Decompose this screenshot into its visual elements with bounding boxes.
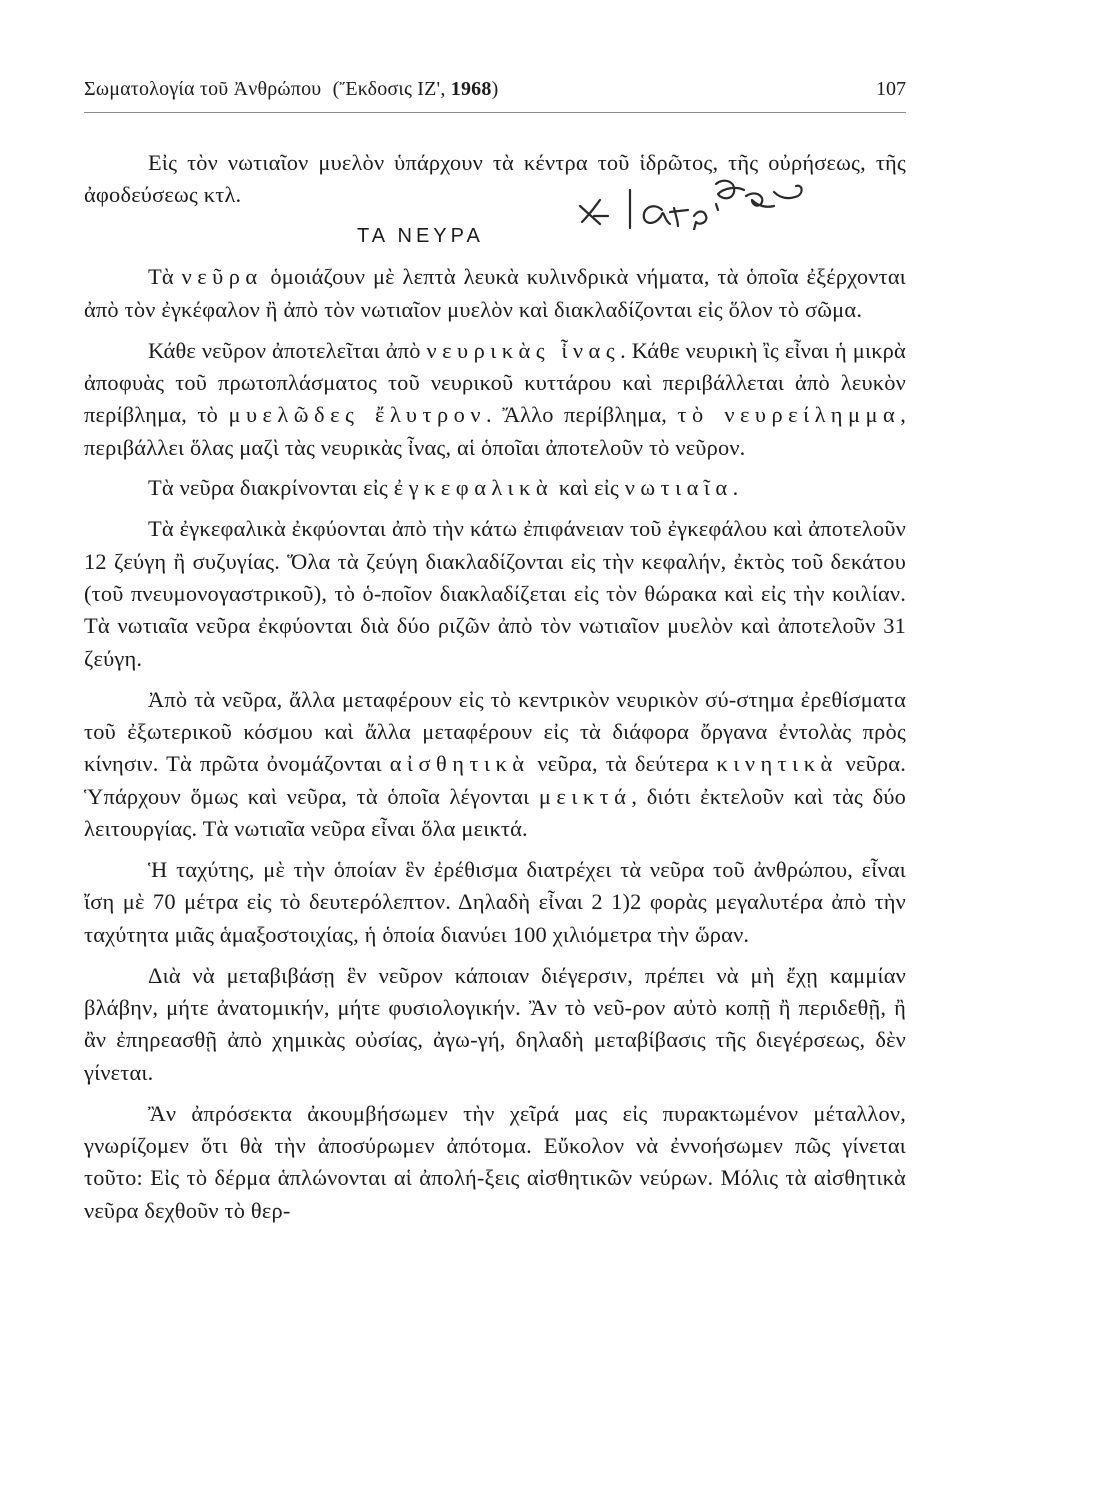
paragraph-7	[84, 854, 906, 951]
edition-year: 1968	[450, 78, 492, 100]
emphasis-term: αἰσθητικὰ	[389, 751, 530, 777]
paragraph-2-text-a: Τὰ	[148, 264, 182, 290]
paragraph-8	[84, 960, 906, 1089]
paragraph-4-text-c: .	[732, 475, 739, 501]
paragraph-5	[84, 513, 906, 675]
paragraph-8-text: Διὰ νὰ μεταβιβάσῃ ἓν νεῦρον κάποιαν διέγερσιν, πρέπει νὰ μὴ ἔχῃ καμμίαν βλάβην, μήτε ἀνατομικήν, μήτε φυσιολογικήν. Ἂν τὸ νεῦ-ρον αὐτὸ κοπῇ ἢ περιδεθῇ, ἢ ἂν ἐπηρεασθῇ ἀπὸ χημικὰς οὐσίας, ἀγω-γή, δηλαδὴ μεταβίβασις τῆς διεγέρσεως, δὲν γίνεται.	[84, 962, 906, 1085]
emphasis-term: νεῦρα	[181, 264, 263, 290]
edition-close: )	[491, 78, 499, 100]
paragraph-3-text-c: . Ἄλλο περίβλημα,	[486, 402, 678, 428]
edition-label: (Ἔκδοσις ΙΖ',	[332, 78, 451, 100]
paragraph-3-text-d: , περιβάλλει ὅλας μαζὶ τὰς νευρικὰς ἶνας, αἱ ὁποῖαι ἀποτελοῦν τὸ νεῦρον.	[84, 402, 907, 460]
running-header	[84, 72, 906, 112]
page-number: 107	[876, 78, 906, 100]
emphasis-term: νευρικὰς ἶνας	[426, 337, 621, 363]
paragraph-6-text-a: Ἀπὸ τὰ νεῦρα, ἄλλα μεταφέρουν εἰς τὸ κεντρικὸν νευρικὸν σύ-στημα ἐρεθίσματα τοῦ ἐξωτερικοῦ κόσμου καὶ ἄλλα μεταφέρουν εἰς τὰ διάφορα ὄργανα ἐντολὰς πρὸς κίνησιν. Τὰ πρῶτα ὀνομάζονται	[84, 686, 906, 777]
paragraph-5-text: Τὰ ἐγκεφαλικὰ ἐκφύονται ἀπὸ τὴν κάτω ἐπιφάνειαν τοῦ ἐγκεφάλου καὶ ἀποτελοῦν 12 ζεύγη ἢ συζυγίας. Ὅλα τὰ ζεύγη διακλαδίζονται εἰς τὴν κεφαλήν, ἐκτὸς τοῦ δεκάτου (τοῦ πνευμονογαστρικοῦ), τὸ ὁ-ποῖον διακλαδίζεται εἰς τὸν θώρακα καὶ εἰς τὴν κοιλίαν. Τὰ νωτιαῖα νεῦρα ἐκφύονται διὰ δύο ριζῶν ἀπὸ τὸν νωτιαῖον μυελὸν καὶ ἀποτελοῦν 31 ζεύγη.	[84, 516, 906, 671]
paragraph-1	[84, 147, 906, 212]
emphasis-term: μυελῶδες ἔλυτρον	[228, 402, 486, 428]
paragraph-9	[84, 1098, 906, 1227]
paragraph-6-text-d: , διότι ἐκτελοῦν καὶ τὰς δύο λειτουργίας. Τὰ νωτιαῖα νεῦρα εἶναι ὅλα μεικτά.	[84, 783, 907, 842]
section-heading-text: ΤΑ ΝΕΥΡΑ	[357, 225, 484, 248]
body-text	[84, 147, 906, 1236]
emphasis-term: ἐγκεφαλικὰ	[393, 475, 554, 501]
running-title-text: Σωματολογία τοῦ Ἀνθρώπου	[84, 78, 322, 100]
paragraph-7-text: Ἡ ταχύτης, μὲ τὴν ὁποίαν ἓν ἐρέθισμα διατρέχει τὰ νεῦρα τοῦ ἀνθρώπου, εἶναι ἴση μὲ 70 μέτρα εἰς τὸ δευτερόλεπτον. Δηλαδὴ εἶναι 2 1)2 φορὰς μεγαλυτέρα ἀπὸ τὴν ταχύτητα μιᾶς ἁμαξοστοιχίας, ἡ ὁποία διανύει 100 χιλιόμετρα τὴν ὥραν.	[84, 857, 906, 947]
paragraph-2-text-b: ὁμοιάζουν μὲ λεπτὰ λευκὰ κυλινδρικὰ νήματα, τὰ ὁποῖα ἐξέρχονται ἀπὸ τὸν ἐγκέφαλον ἢ ἀπὸ τὸν νωτιαῖον μυελὸν καὶ διακλαδίζονται εἰς ὅλον τὸ σῶμα.	[84, 264, 906, 322]
emphasis-term: τὸ νευρείλημμα	[677, 402, 901, 428]
paragraph-9-text: Ἂν ἀπρόσεκτα ἀκουμβήσωμεν τὴν χεῖρά μας εἰς πυρακτωμένον μέταλλον, γνωρίζομεν ὅτι θὰ τὴν ἀποσύρωμεν ἀπότομα. Εὔκολον νὰ ἐννοήσωμεν πῶς γίνεται τοῦτο: Εἰς τὸ δέρμα ἁπλώνονται αἱ ἀπολή-ξεις αἰσθητικῶν νεύρων. Μόλις τὰ αἰσθητικὰ νεῦρα δεχθοῦν τὸ θερ-	[84, 1100, 906, 1223]
section-heading	[84, 220, 906, 252]
paragraph-4-text-a: Τὰ νεῦρα διακρίνονται εἰς	[148, 475, 394, 501]
paragraph-3	[84, 335, 906, 464]
header-rule	[84, 112, 906, 113]
paragraph-1-text: Εἰς τὸν νωτιαῖον μυελὸν ὑπάρχουν τὰ κέντρα τοῦ ἱδρῶτος, τῆς οὐρήσεως, τῆς ἀφοδεύσεως κτλ.	[84, 150, 906, 208]
paragraph-6-text-b: νεῦρα, τὰ δεύτερα	[529, 751, 717, 777]
paragraph-2	[84, 261, 906, 326]
running-title	[84, 78, 498, 101]
emphasis-term: κινητικὰ	[716, 751, 838, 777]
paragraph-3-text-a: Κάθε νεῦρον ἀποτελεῖται ἀπὸ	[148, 337, 427, 363]
paragraph-6-text-c: νεῦρα. Ὑπάρχουν ὅμως καὶ νεῦρα, τὰ ὁποῖα λέγονται	[84, 751, 906, 809]
edition-info	[333, 78, 499, 100]
paragraph-6	[84, 684, 906, 846]
paragraph-4	[84, 472, 906, 504]
emphasis-term: νωτιαῖα	[624, 475, 733, 501]
paragraph-3-text-b: . Κάθε νευρικὴ ἲς εἶναι ἡ μικρὰ ἀποφυὰς τοῦ πρωτοπλάσματος τοῦ νευρικοῦ κυττάρου καὶ περιβάλλεται ἀπὸ λευκὸν περίβλημα, τὸ	[84, 337, 906, 428]
emphasis-term: μεικτά	[538, 783, 632, 809]
paragraph-4-text-b: καὶ εἰς	[553, 475, 625, 501]
